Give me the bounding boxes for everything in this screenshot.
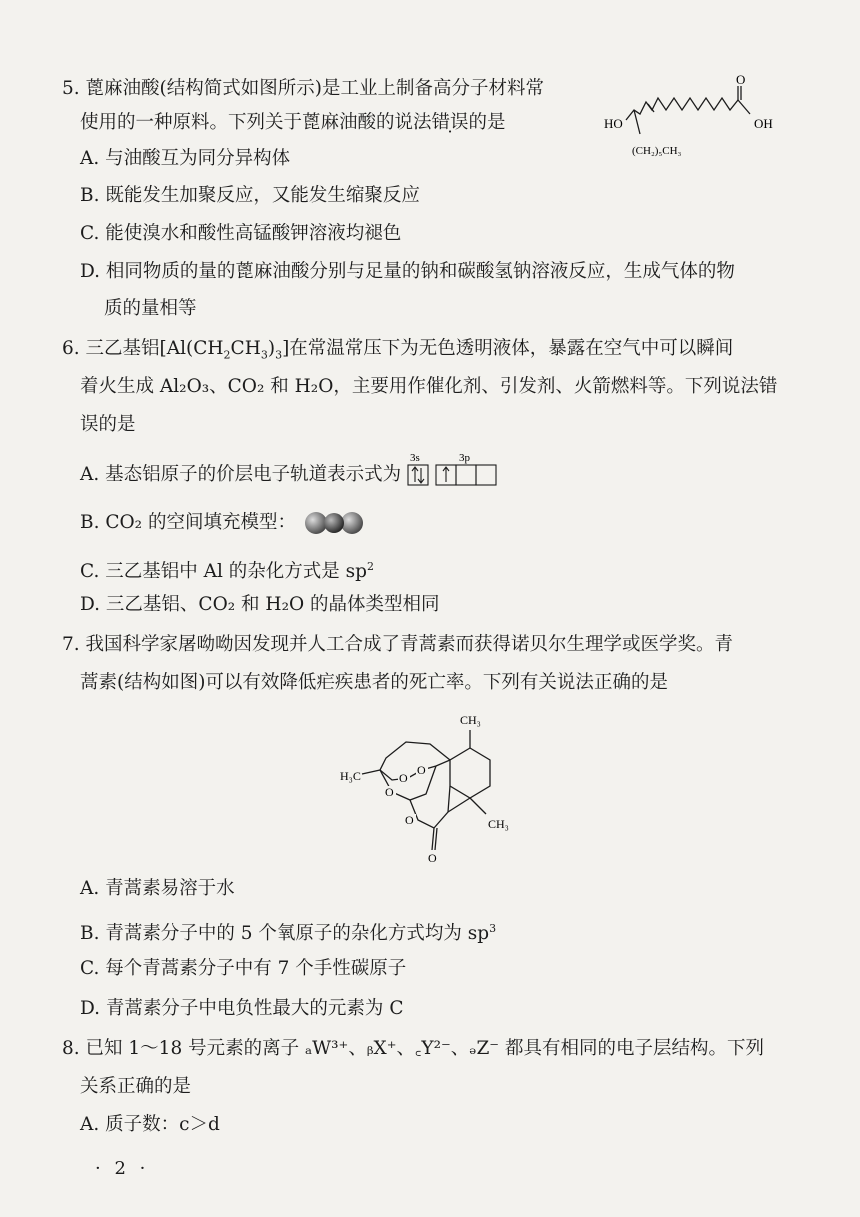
q5-option-b: B. 既能发生加聚反应，又能发生缩聚反应 [80, 185, 420, 206]
q6-sub-2: 2 [223, 348, 231, 362]
q5-struct-oh: OH [754, 116, 773, 131]
q6-option-d: D. 三乙基铝、CO₂ 和 H₂O 的晶体类型相同 [80, 594, 440, 615]
orbital-3p-label: 3p [459, 452, 471, 464]
q5-option-d-line2: 质的量相等 [104, 298, 197, 319]
q7-option-b-text: B. 青蒿素分子中的 5 个氧原子的杂化方式均为 sp [80, 923, 490, 945]
q5-option-a: A. 与油酸互为同分异构体 [80, 148, 291, 169]
q5-struct-o: O [736, 72, 746, 87]
artemisinin-structure [340, 700, 540, 870]
co2-space-filling-model [302, 510, 366, 536]
q6-stem-line3: 误的是 [80, 414, 136, 435]
q8-stem-line1: 8. 已知 1～18 号元素的离子 ₐW³⁺、ᵦX⁺、꜀Y²⁻、ₔZ⁻ 都具有相同的电子层结构。下列 [62, 1038, 764, 1059]
artemisinin-o-1: O [399, 771, 408, 785]
q7-option-b-sup: 3 [489, 922, 497, 935]
artemisinin-ch3-top: CH₃ [460, 713, 481, 727]
q7-stem-line2: 蒿素(结构如图)可以有效降低疟疾患者的死亡率。下列有关说法正确的是 [80, 672, 668, 693]
q6-option-b [80, 510, 366, 536]
q7-option-a: A. 青蒿素易溶于水 [80, 878, 235, 899]
q5-struct-ho: HO [604, 116, 623, 131]
q6-stem-part3: ]在常温常压下为无色透明液体，暴露在空气中可以瞬间 [282, 338, 734, 359]
q5-struct-chain: (CH₂)₅CH₃ [632, 145, 682, 157]
q8-option-a: A. 质子数：c＞d [80, 1114, 220, 1135]
q6-stem-part2: CH [230, 338, 261, 359]
q5-emphasis-wrong: 错误 [431, 112, 469, 133]
valence-orbital-diagram [407, 452, 507, 488]
q6-sub-3b: 3 [275, 348, 283, 362]
q6-stem-line2: 着火生成 Al₂O₃、CO₂ 和 H₂O，主要用作催化剂、引发剂、火箭燃料等。下列说法错 [80, 376, 778, 397]
artemisinin-h3c: H₃C [340, 769, 361, 783]
q5-option-d-line1: D. 相同物质的量的蓖麻油酸分别与足量的钠和碳酸氢钠溶液反应，生成气体的物 [80, 261, 735, 282]
q5-stem-line2-text: 使用的一种原料。下列关于蓖麻油酸的说法 [80, 112, 432, 133]
ricinoleic-acid-structure [596, 70, 796, 180]
q8-stem-line2: 关系正确的是 [80, 1076, 192, 1097]
q7-option-c: C. 每个青蒿素分子中有 7 个手性碳原子 [80, 958, 407, 979]
artemisinin-o-5: O [428, 851, 437, 865]
artemisinin-o-3: O [385, 785, 394, 799]
q7-option-b [80, 916, 496, 947]
artemisinin-ch3-right: CH₃ [488, 817, 509, 831]
artemisinin-o-4: O [405, 813, 414, 827]
artemisinin-o-2: O [417, 763, 426, 777]
q6-option-c-text: C. 三乙基铝中 Al 的杂化方式是 sp [80, 561, 368, 583]
q6-sub-3a: 3 [260, 348, 268, 362]
q5-stem-line2-end: 的是 [468, 112, 506, 133]
q5-stem-line2 [80, 110, 506, 136]
q5-stem-line1: 5. 蓖麻油酸(结构简式如图所示)是工业上制备高分子材料常 [62, 78, 544, 99]
q7-option-d: D. 青蒿素分子中电负性最大的元素为 C [80, 998, 404, 1019]
q6-option-a [80, 452, 507, 488]
page-number: · 2 · [95, 1158, 150, 1179]
q5-option-c: C. 能使溴水和酸性高锰酸钾溶液均褪色 [80, 223, 402, 244]
q6-stem-part1: 6. 三乙基铝[Al(CH [62, 338, 224, 359]
q7-stem-line1: 7. 我国科学家屠呦呦因发现并人工合成了青蒿素而获得诺贝尔生理学或医学奖。青 [62, 634, 734, 655]
orbital-3s-label: 3s [410, 452, 420, 464]
q6-option-c [80, 554, 374, 585]
co2-oxygen-left [305, 512, 327, 534]
q6-option-c-sup: 2 [367, 560, 375, 573]
q6-option-b-text: B. CO₂ 的空间填充模型： [80, 512, 296, 533]
q6-option-a-text: A. 基态铝原子的价层电子轨道表示式为 [80, 464, 402, 485]
q6-stem-line1: 6. 三乙基铝$[Al(CH_2CH_3)_3]$在常温常压下为无色透明液体，暴露在空气中可以瞬间 [62, 338, 734, 362]
co2-carbon [324, 513, 344, 533]
co2-oxygen-right [341, 512, 363, 534]
